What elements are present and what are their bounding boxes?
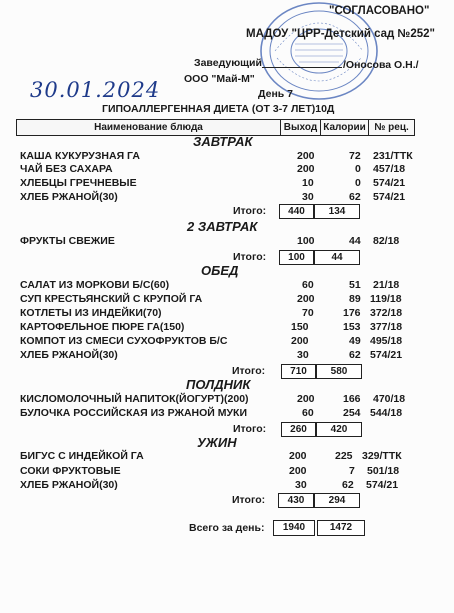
total-calories: 44 (314, 250, 360, 265)
supplier-name: ООО "Май-М" (184, 73, 255, 85)
dish-output: 200 (297, 393, 315, 405)
dish-calories: 62 (342, 479, 354, 491)
col-recipe: № рец. (368, 119, 415, 136)
total-label: Итого: (233, 205, 267, 217)
dish-calories: 89 (349, 293, 361, 305)
dish-name: ХЛЕБ РЖАНОЙ(30) (20, 191, 118, 203)
org-name: МАДОУ "ЦРР-Детский сад №252" (246, 28, 435, 40)
section-title-lunch: ОБЕД (201, 263, 239, 278)
dish-calories: 51 (349, 279, 361, 291)
dish-recipe: 21/18 (373, 279, 400, 291)
section-title-dinner: УЖИН (197, 435, 237, 450)
dish-recipe: 377/18 (370, 321, 403, 333)
dish-calories: 225 (335, 450, 353, 462)
dish-name: СОКИ ФРУКТОВЫЕ (20, 465, 121, 477)
dish-calories: 44 (349, 235, 361, 247)
dish-recipe: 372/18 (370, 307, 403, 319)
total-calories: 134 (314, 204, 360, 219)
total-output: 260 (281, 422, 316, 437)
dish-output: 60 (302, 407, 314, 419)
dish-calories: 62 (349, 349, 361, 361)
dish-output: 200 (297, 150, 315, 162)
total-calories: 420 (316, 422, 362, 437)
dish-output: 30 (295, 479, 307, 491)
dish-recipe: 574/21 (370, 349, 403, 361)
dish-calories: 176 (343, 307, 361, 319)
dish-name: КОТЛЕТЫ ИЗ ИНДЕЙКИ(70) (20, 307, 162, 319)
signature-line (262, 67, 342, 68)
dish-name: КИСЛОМОЛОЧНЫЙ НАПИТОК(ЙОГУРТ)(200) (20, 393, 249, 405)
total-output: 710 (281, 364, 316, 379)
dish-output: 30 (302, 191, 314, 203)
total-calories: 294 (314, 493, 360, 508)
handwritten-date: 30.01.2024 (30, 78, 161, 102)
dish-recipe: 495/18 (370, 335, 403, 347)
col-calories: Калории (320, 119, 369, 136)
dish-name: КАРТОФЕЛЬНОЕ ПЮРЕ ГА(150) (20, 321, 185, 333)
dish-name: ХЛЕБЦЫ ГРЕЧНЕВЫЕ (20, 177, 137, 189)
dish-name: СУП КРЕСТЬЯНСКИЙ С КРУПОЙ ГА (20, 293, 203, 305)
dish-recipe: 82/18 (373, 235, 400, 247)
total-label: Итого: (232, 494, 266, 506)
dish-calories: 7 (349, 465, 355, 477)
dish-name: КАША КУКУРУЗНАЯ ГА (20, 150, 140, 162)
dish-output: 200 (297, 163, 315, 175)
section-title-second-breakfast: 2 ЗАВТРАК (187, 219, 258, 234)
total-calories: 580 (316, 364, 362, 379)
dish-calories: 0 (355, 177, 361, 189)
dish-output: 200 (289, 450, 307, 462)
dish-name: САЛАТ ИЗ МОРКОВИ Б/С(60) (20, 279, 170, 291)
dish-name: КОМПОТ ИЗ СМЕСИ СУХОФРУКТОВ Б/С (20, 335, 228, 347)
dish-recipe: 574/21 (366, 479, 399, 491)
grand-total-calories: 1472 (317, 520, 365, 536)
head-name: /Оносова О.Н./ (343, 59, 419, 71)
section-title-snack: ПОЛДНИК (186, 377, 251, 392)
dish-name: ХЛЕБ РЖАНОЙ(30) (20, 479, 118, 491)
dish-calories: 0 (355, 163, 361, 175)
total-label: Итого: (232, 365, 266, 377)
total-output: 100 (279, 250, 314, 265)
dish-name: ХЛЕБ РЖАНОЙ(30) (20, 349, 118, 361)
col-output: Выход (280, 119, 321, 136)
section-title-breakfast: ЗАВТРАК (193, 134, 253, 149)
grand-total-output: 1940 (273, 520, 315, 536)
dish-output: 10 (302, 177, 314, 189)
grand-total-label: Всего за день: (189, 522, 265, 534)
day-label: День 7 (258, 88, 294, 100)
dish-recipe: 574/21 (373, 177, 406, 189)
dish-output: 100 (297, 235, 315, 247)
col-dish-name: Наименование блюда (16, 119, 281, 136)
diet-title: ГИПОАЛЛЕРГЕННАЯ ДИЕТА (ОТ 3-7 ЛЕТ)10Д (102, 103, 335, 115)
dish-calories: 254 (343, 407, 361, 419)
dish-output: 200 (291, 335, 309, 347)
total-output: 430 (278, 493, 314, 508)
dish-output: 200 (297, 293, 315, 305)
dish-recipe: 231/ТТК (373, 150, 413, 162)
dish-recipe: 457/18 (373, 163, 406, 175)
dish-calories: 72 (349, 150, 361, 162)
dish-calories: 49 (349, 335, 361, 347)
dish-output: 30 (297, 349, 309, 361)
dish-output: 70 (302, 307, 314, 319)
dish-output: 60 (302, 279, 314, 291)
dish-name: ЧАЙ БЕЗ САХАРА (20, 163, 113, 175)
head-label: Заведующий (194, 57, 262, 69)
dish-recipe: 329/ТТК (362, 450, 402, 462)
dish-recipe: 470/18 (373, 393, 406, 405)
approval-stamp-text: "СОГЛАСОВАНО" (329, 5, 430, 17)
total-label: Итого: (233, 423, 267, 435)
dish-name: ФРУКТЫ СВЕЖИЕ (20, 235, 115, 247)
dish-calories: 166 (343, 393, 361, 405)
total-label: Итого: (233, 251, 267, 263)
dish-name: БИГУС С ИНДЕЙКОЙ ГА (20, 450, 144, 462)
dish-calories: 153 (343, 321, 361, 333)
dish-recipe: 544/18 (370, 407, 403, 419)
dish-calories: 62 (349, 191, 361, 203)
dish-output: 150 (291, 321, 309, 333)
dish-name: БУЛОЧКА РОССИЙСКАЯ ИЗ РЖАНОЙ МУКИ (20, 407, 247, 419)
dish-output: 200 (289, 465, 307, 477)
dish-recipe: 574/21 (373, 191, 406, 203)
dish-recipe: 501/18 (367, 465, 400, 477)
total-output: 440 (279, 204, 314, 219)
dish-recipe: 119/18 (370, 293, 402, 305)
